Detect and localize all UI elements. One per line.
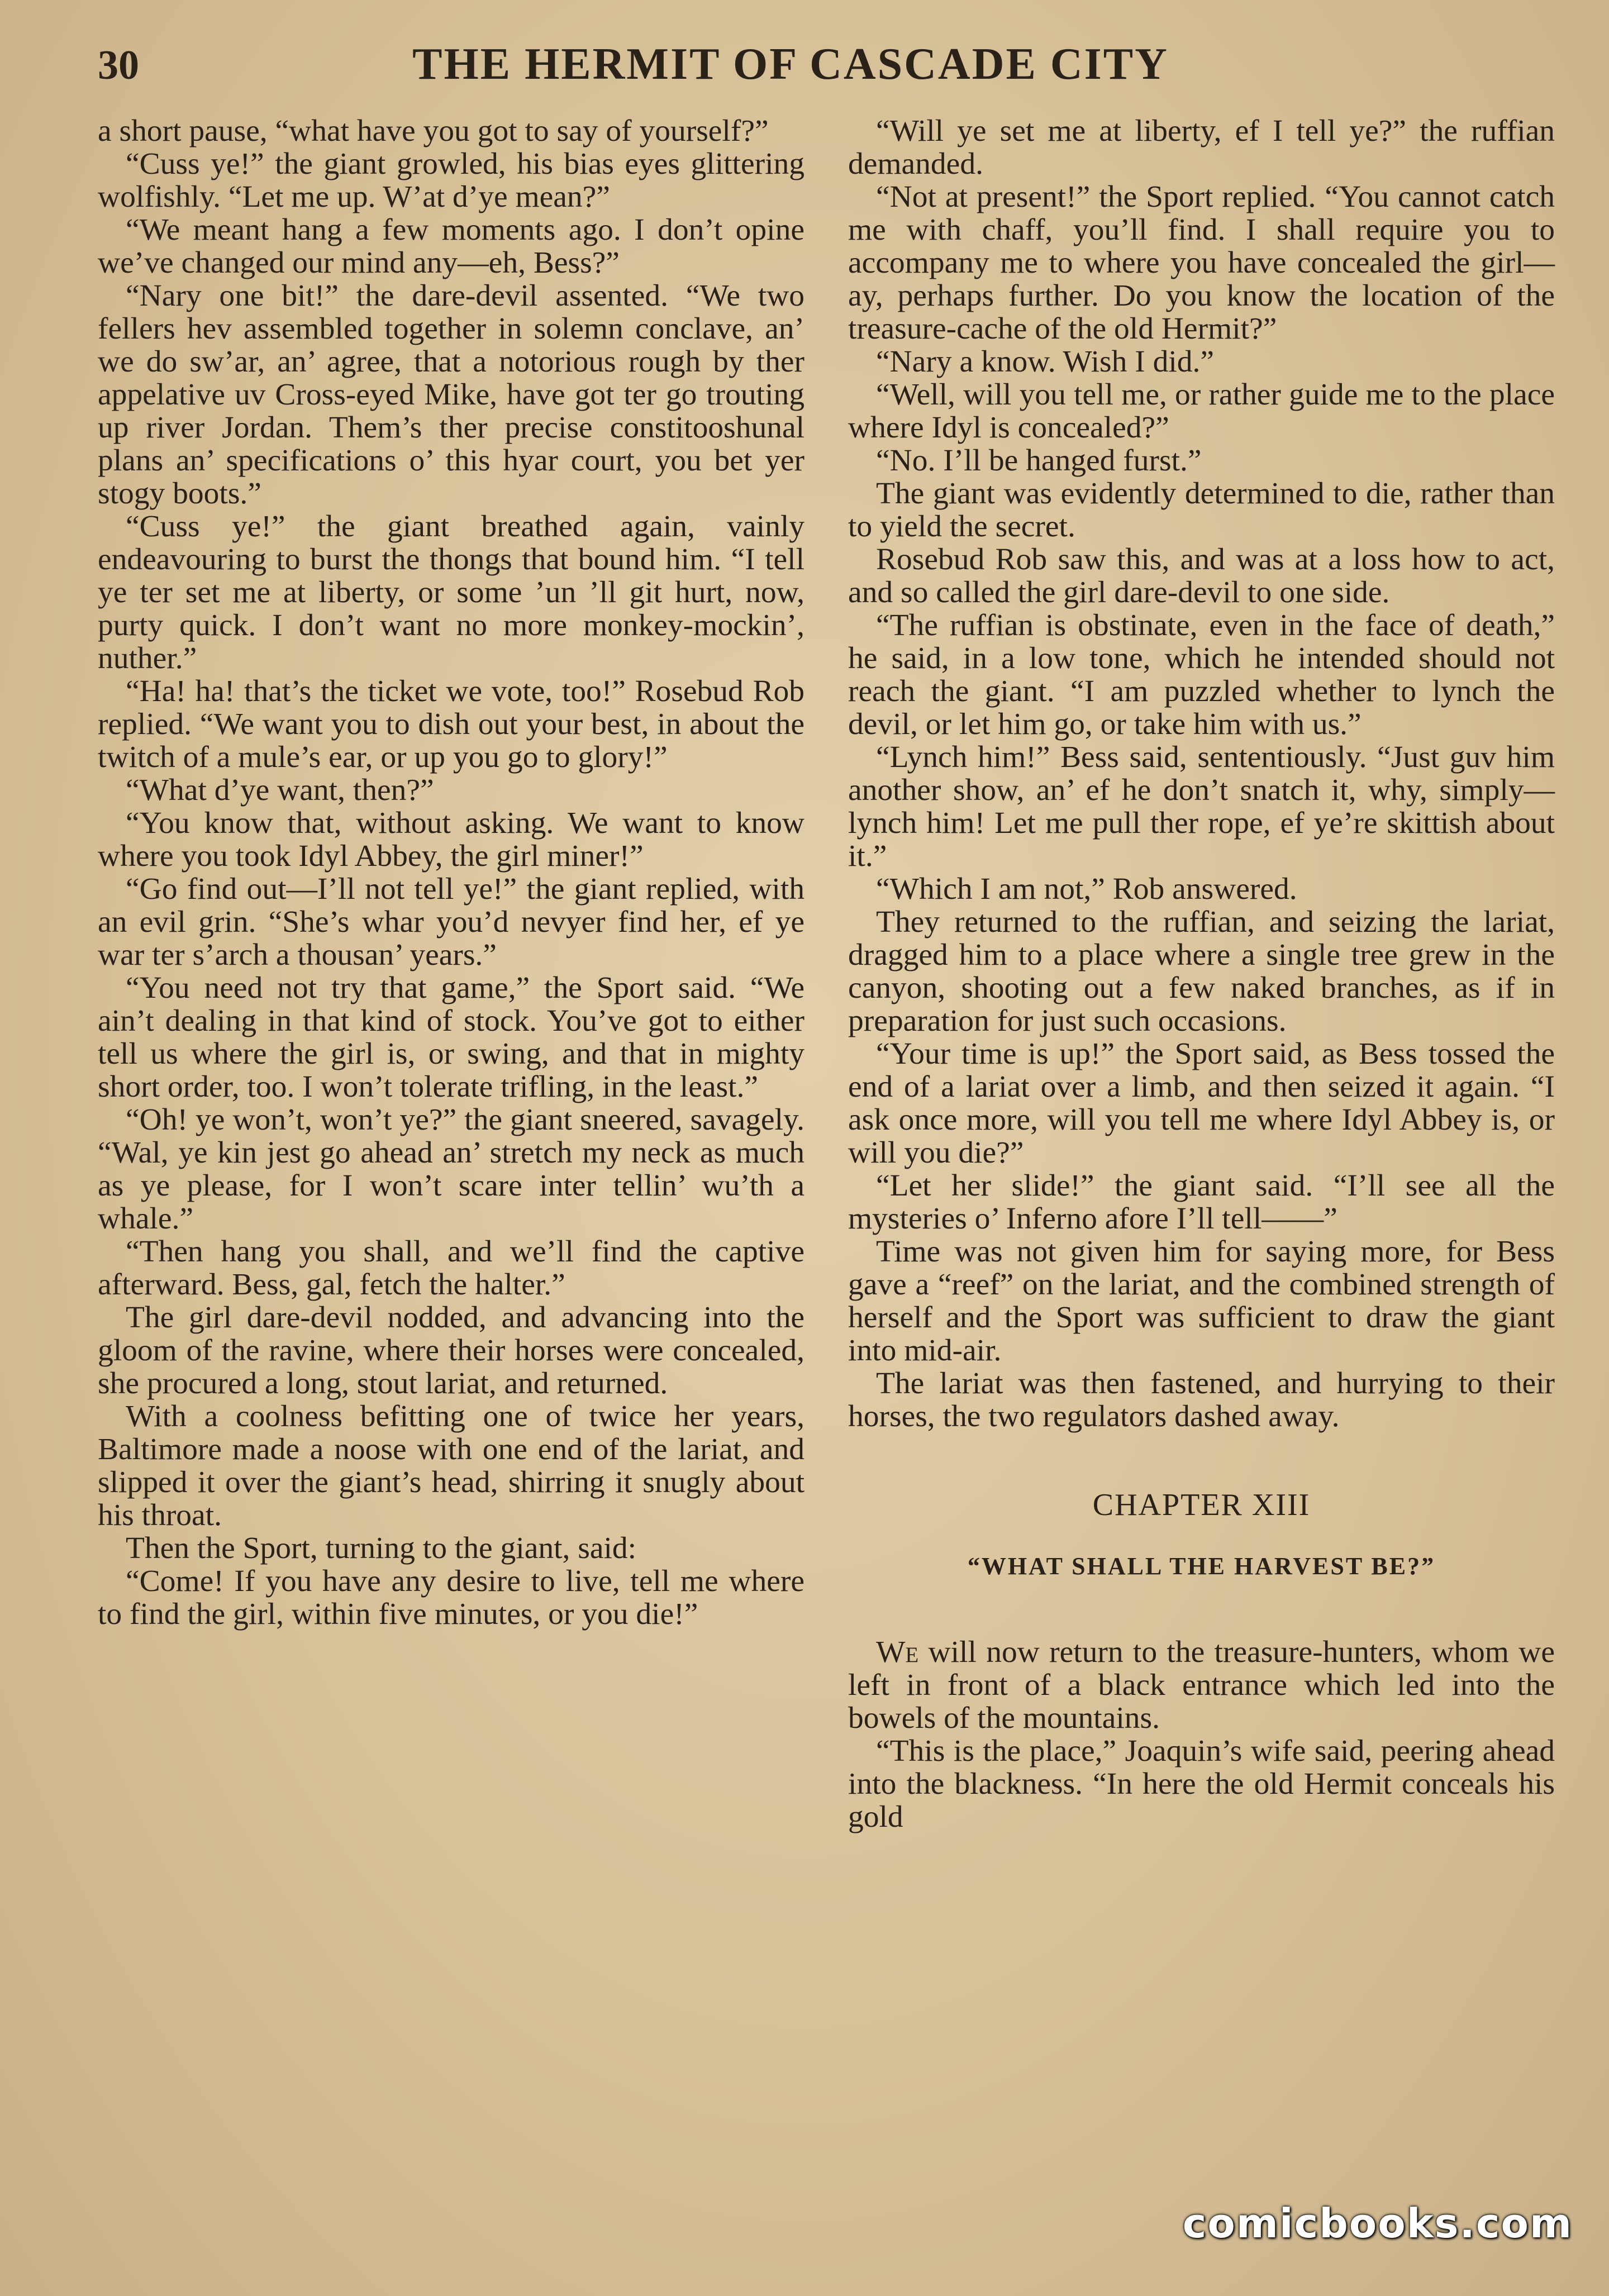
paragraph: “Cuss ye!” the giant growled, his bias eyes glittering wolfishly. “Let me up. W’at d’ye mean?” (98, 147, 804, 214)
left-column (98, 115, 804, 1631)
paragraph-text: will now return to the treasure-hunters, whom we left in front of a black entrance which led into the bowels of the mountains. (848, 1635, 1555, 1735)
paragraph: a short pause, “what have you got to say of yourself?” (98, 114, 769, 148)
paragraph: “Oh! ye won’t, won’t ye?” the giant sneered, savagely. “Wal, ye kin jest go ahead an’ stretch my neck as much as ye please, for I won’t scare inter tellin’ wu’th a whale.” (98, 1103, 804, 1236)
page-header (98, 39, 1528, 106)
chapter-subtitle: “WHAT SHALL THE HARVEST BE?” (967, 1552, 1436, 1580)
paragraph: “The ruffian is obstinate, even in the face of death,” he said, in a low tone, which he intended should not reach the giant. “I am puzzled whether to lynch the devil, or let him go, or take him with us.” (848, 608, 1555, 741)
paragraph: With a coolness befitting one of twice her years, Baltimore made a noose with one end of the lariat, and slipped it over the giant’s head, shirring it snugly about his throat. (98, 1399, 804, 1532)
paragraph: “This is the place,” Joaquin’s wife said, peering ahead into the blackness. “In here the old Hermit conceals his gold (848, 1734, 1555, 1834)
paragraph: “Your time is up!” the Sport said, as Bess tossed the end of a lariat over a limb, and then seized it again. “I ask once more, will you tell me where Idyl Abbey is, or will you die?” (848, 1037, 1555, 1170)
paragraph: “Go find out—I’ll not tell ye!” the giant replied, with an evil grin. “She’s whar you’d nevyer find her, ef ye war ter s’arch a thousan’ years.” (98, 872, 804, 972)
page-number: 30 (98, 42, 139, 88)
paragraph: “Lynch him!” Bess said, sententiously. “Just guv him another show, an’ ef he don’t snatch it, why, simply—lynch him! Let me pull ther rope, ef ye’re skittish about it.” (848, 740, 1555, 873)
paragraph: “Nary one bit!” the dare-devil assented. “We two fellers hev assembled together in solemn conclave, an’ we do sw’ar, an’ agree, that a notorious rough by ther appelative uv Cross-eyed Mike, have got ter go trouting up river Jordan. Them’s ther precise constitooshunal plans an’ specifications o’ this hyar court, you bet yer stogy boots.” (98, 279, 804, 511)
paragraph: Time was not given him for saying more, for Bess gave a “reef” on the lariat, and the combined strength of herself and the Sport was sufficient to draw the giant into mid-air. (848, 1235, 1555, 1368)
paragraph: “What d’ye want, then?” (126, 773, 434, 807)
paragraph: “You know that, without asking. We want to know where you took Idyl Abbey, the girl miner!” (98, 806, 804, 873)
paragraph: “You need not try that game,” the Sport said. “We ain’t dealing in that kind of stock. You’ve got to either tell us where the girl is, or swing, and that in mighty short order, too. I won’t tolerate trifling, in the least.” (98, 971, 804, 1104)
running-head: THE HERMIT OF CASCADE CITY (412, 40, 1169, 89)
paragraph: “Then hang you shall, and we’ll find the captive afterward. Bess, gal, fetch the halter.” (98, 1235, 804, 1302)
paragraph: “No. I’ll be hanged furst.” (876, 444, 1202, 478)
paragraph: “Let her slide!” the giant said. “I’ll see all the mysteries o’ Inferno afore I’ll tell——” (848, 1169, 1555, 1236)
paragraph: “Ha! ha! that’s the ticket we vote, too!” Rosebud Rob replied. “We want you to dish out your best, in about the twitch of a mule’s ear, or up you go to glory!” (98, 674, 804, 774)
paragraph: “Nary a know. Wish I did.” (876, 345, 1215, 379)
paragraph: They returned to the ruffian, and seizing the lariat, dragged him to a place where a single tree grew in the canyon, shooting out a few naked branches, as if in preparation for just such occasions. (848, 905, 1555, 1038)
paragraph: “Not at present!” the Sport replied. “You cannot catch me with chaff, you’ll find. I shall require you to accompany me to where you have concealed the girl—ay, perhaps further. Do you know the location of the treasure-cache of the old Hermit?” (848, 180, 1555, 346)
paragraph: The giant was evidently determined to die, rather than to yield the secret. (848, 477, 1555, 544)
paragraph: “Come! If you have any desire to live, tell me where to find the girl, within five minutes, or you die!” (98, 1564, 804, 1631)
paragraph: The lariat was then fastened, and hurrying to their horses, the two regulators dashed away. (848, 1366, 1555, 1433)
chapter-title: CHAPTER XIII (1092, 1488, 1311, 1522)
paragraph: “Cuss ye!” the giant breathed again, vainly endeavouring to burst the thongs that bound him. “I tell ye ter set me at liberty, or some ’un ’ll git hurt, now, purty quick. I don’t want no more monkey-mockin’, nuther.” (98, 509, 804, 675)
paragraph: “We meant hang a few moments ago. I don’t opine we’ve changed our mind any—eh, Bess?” (98, 213, 804, 280)
paragraph: Then the Sport, turning to the giant, said: (126, 1531, 637, 1565)
paragraph: The girl dare-devil nodded, and advancing into the gloom of the ravine, where their horses were concealed, she procured a long, stout lariat, and returned. (98, 1301, 804, 1401)
drop-word: We (876, 1635, 919, 1669)
chapter-opening-paragraph (848, 1636, 1555, 1735)
paragraph: Rosebud Rob saw this, and was at a loss how to act, and so called the girl dare-devil to one side. (848, 542, 1555, 609)
paragraph: “Which I am not,” Rob answered. (876, 872, 1297, 906)
paragraph: “Well, will you tell me, or rather guide me to the place where Idyl is concealed?” (848, 378, 1555, 445)
right-column (848, 115, 1555, 1833)
watermark-logo: comicbooks.com (1182, 2200, 1573, 2247)
paragraph: “Will ye set me at liberty, ef I tell ye?” the ruffian demanded. (848, 114, 1555, 181)
